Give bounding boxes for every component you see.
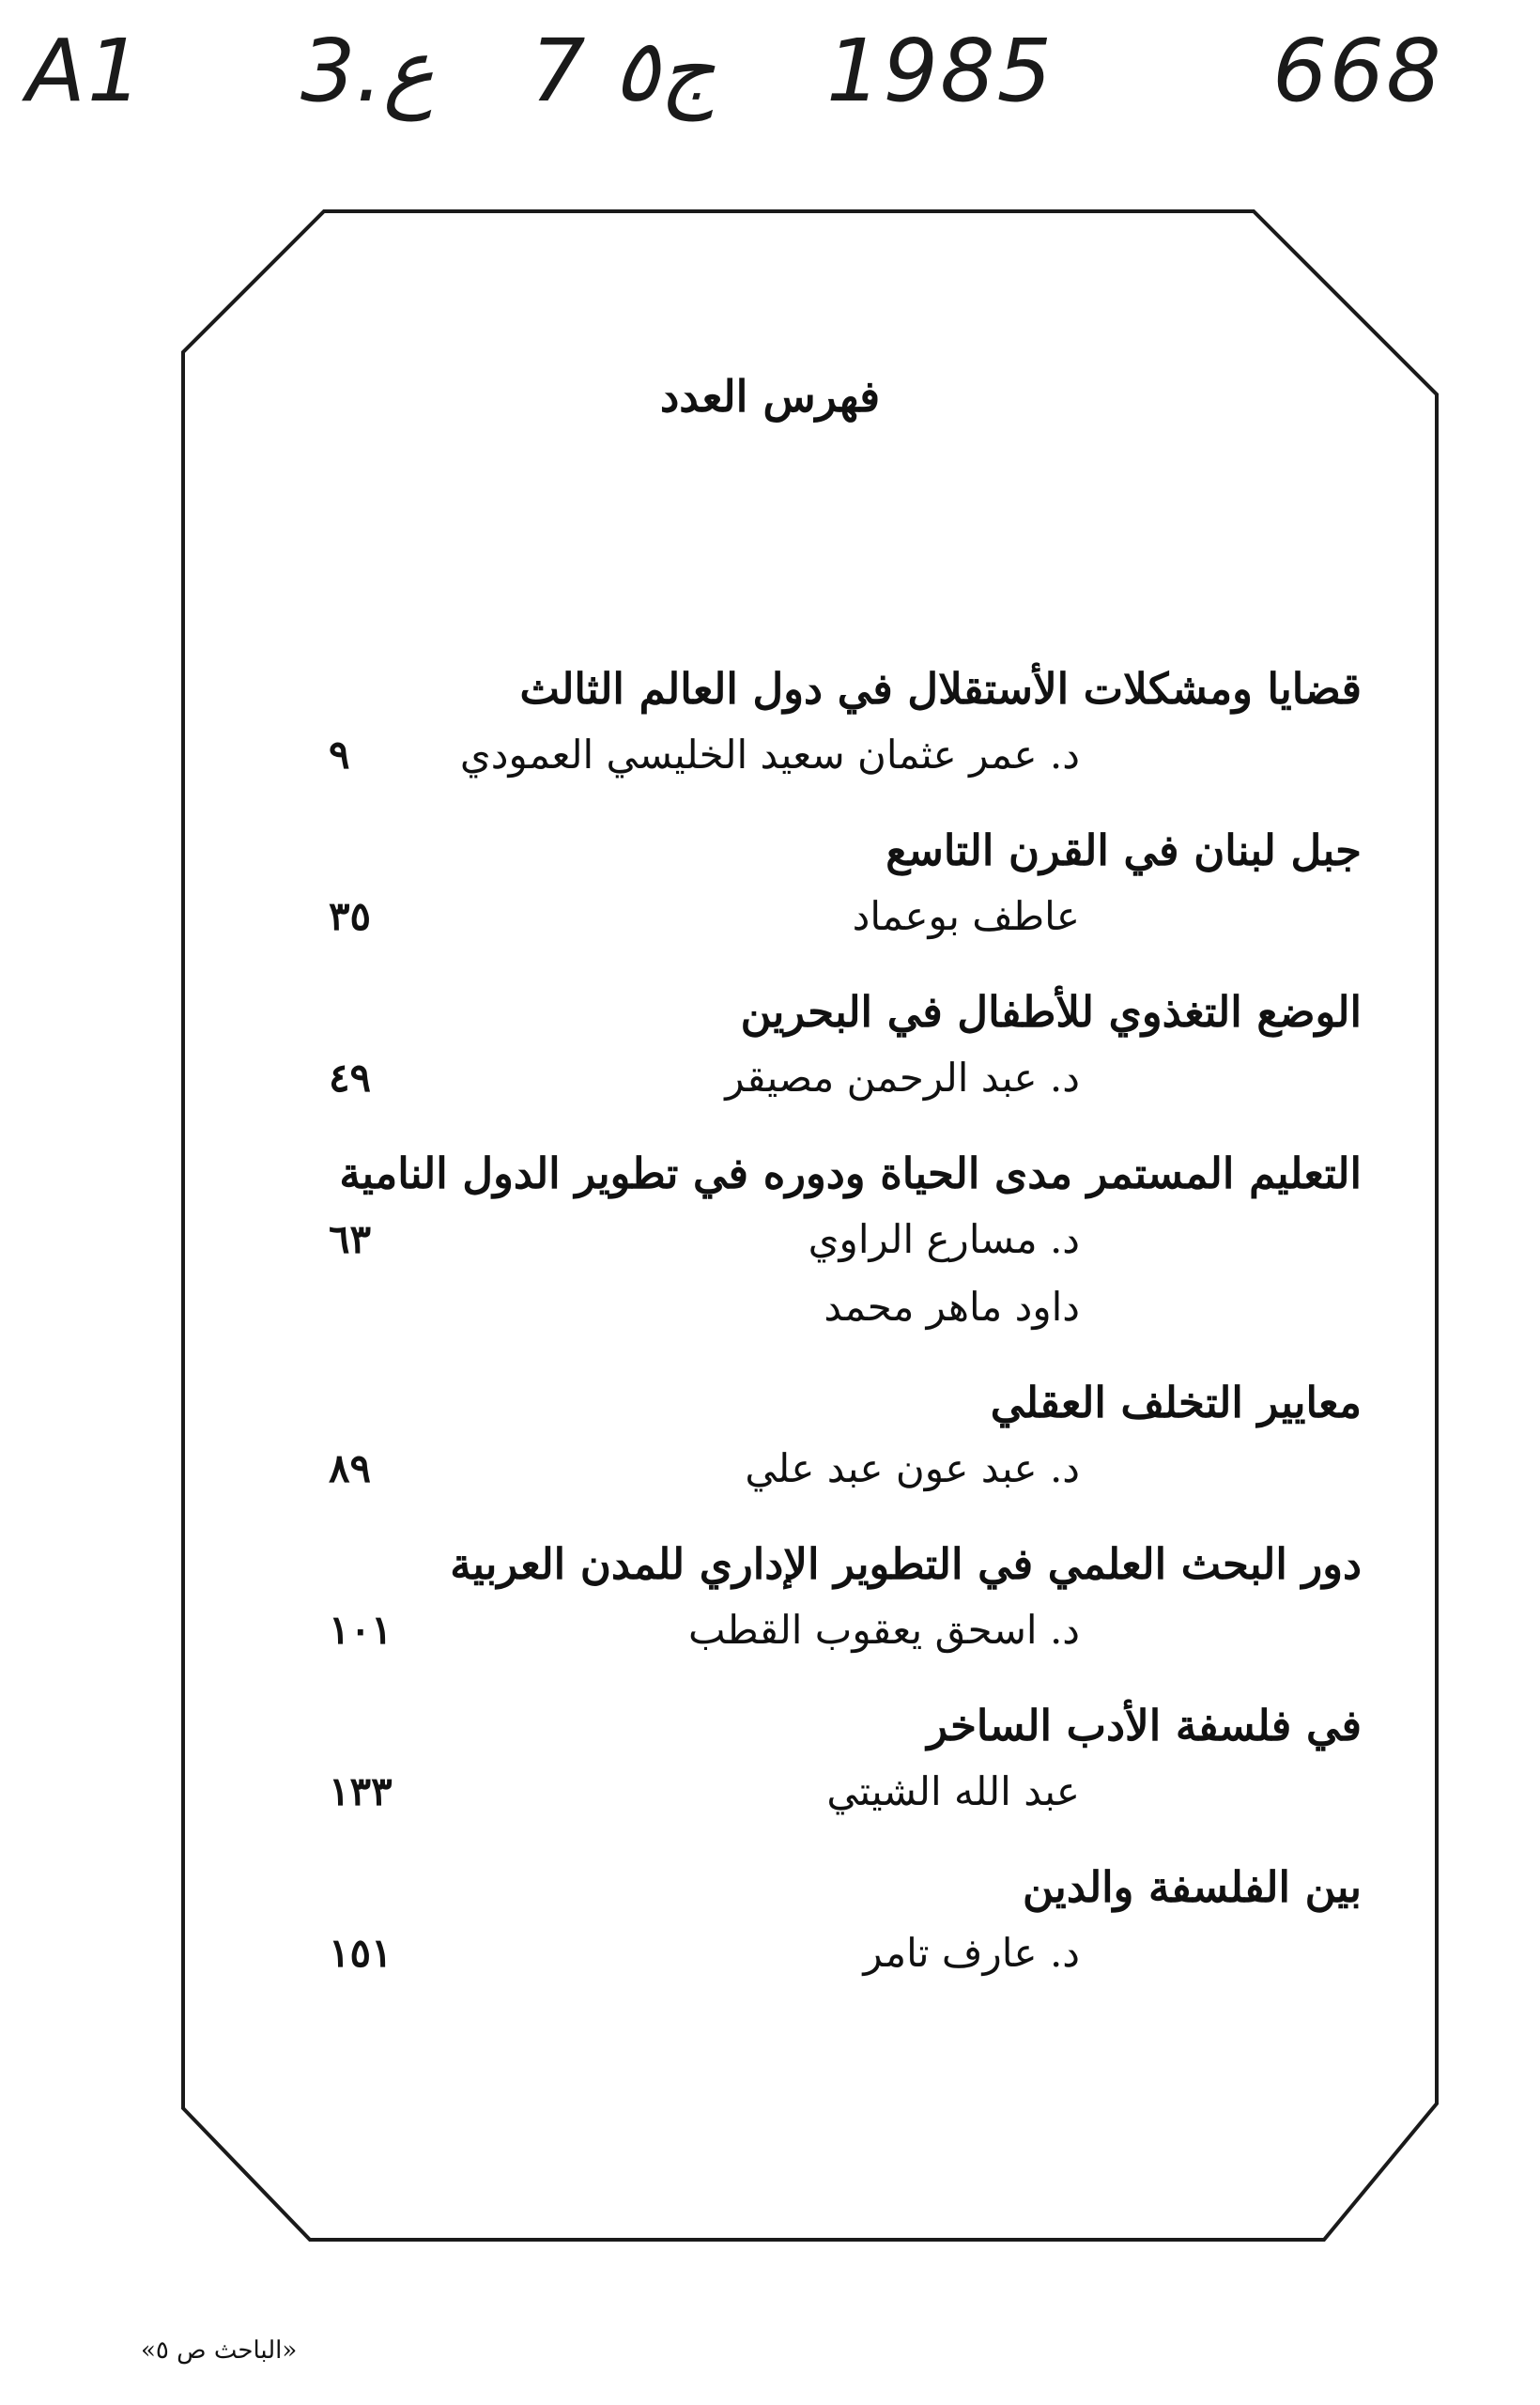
entry-title: جبل لبنان في القرن التاسع	[886, 825, 1362, 875]
entry-author: عبد الله الشيتي	[826, 1768, 1080, 1814]
handwritten-code: A1	[26, 21, 145, 121]
handwritten-volume: 3.ع	[300, 21, 435, 121]
entry-author: د. عمر عثمان سعيد الخليسي العمودي	[459, 732, 1080, 778]
entry-page-number: ١٠١	[329, 1607, 393, 1653]
entry-title: بين الفلسفة والدين	[1023, 1862, 1362, 1912]
entry-title: دور البحث العلمي في التطوير الإداري للمدن العربية	[450, 1539, 1362, 1589]
toc-list	[329, 657, 1362, 2017]
toc-entry	[329, 819, 1362, 950]
entry-title: معايير التخلف العقلي	[990, 1378, 1362, 1427]
entry-title: قضايا ومشكلات الأستقلال في دول العالم الثالث	[519, 664, 1362, 714]
entry-author: د. اسحق يعقوب القطب	[688, 1607, 1080, 1653]
author-row	[329, 1919, 1362, 1987]
toc-entry	[329, 1142, 1362, 1341]
author-row	[329, 1435, 1362, 1503]
toc-entry	[329, 980, 1362, 1112]
entry-title: في فلسفة الأدب الساخر	[927, 1701, 1362, 1750]
entry-author: عاطف بوعماد	[852, 893, 1080, 939]
toc-entry	[329, 657, 1362, 789]
author-row	[329, 1206, 1362, 1273]
entry-author: د. عبد الرحمن مصيقر	[725, 1055, 1080, 1101]
page-title: فهرس العدد	[659, 371, 881, 422]
author-row	[329, 1758, 1362, 1826]
author-row	[329, 721, 1362, 789]
handwritten-year: 1985	[826, 21, 1055, 121]
author-row	[329, 883, 1362, 950]
entry-author: د. عارف تامر	[863, 1930, 1080, 1976]
entry-page-number: ٨٩	[329, 1445, 372, 1491]
entry-title: التعليم المستمر مدى الحياة ودوره في تطوير الدول النامية	[339, 1149, 1362, 1198]
entry-author: د. مسارع الراوي	[808, 1216, 1080, 1262]
entry-page-number: ٤٩	[329, 1055, 372, 1101]
toc-entry	[329, 1371, 1362, 1503]
entry-page-number: ١٣٣	[329, 1768, 393, 1814]
footer-note: «الباحث ص ٥»	[141, 2336, 298, 2365]
author-row	[329, 1596, 1362, 1664]
entry-page-number: ٦٣	[329, 1216, 372, 1262]
entry-title: الوضع التغذوي للأطفال في البحرين	[740, 987, 1362, 1037]
entry-author: د. عبد عون عبد علي	[745, 1445, 1080, 1491]
entry-second-author: داود ماهر محمد	[824, 1284, 1080, 1330]
handwritten-issue: 7 ج٥	[531, 21, 716, 121]
toc-entry	[329, 1856, 1362, 1987]
entry-page-number: ١٥١	[329, 1930, 393, 1976]
author-row	[329, 1044, 1362, 1112]
entry-page-number: ٩	[329, 732, 350, 778]
toc-entry	[329, 1694, 1362, 1826]
toc-entry	[329, 1533, 1362, 1664]
entry-page-number: ٣٥	[329, 893, 372, 939]
handwritten-number: 668	[1272, 21, 1443, 121]
